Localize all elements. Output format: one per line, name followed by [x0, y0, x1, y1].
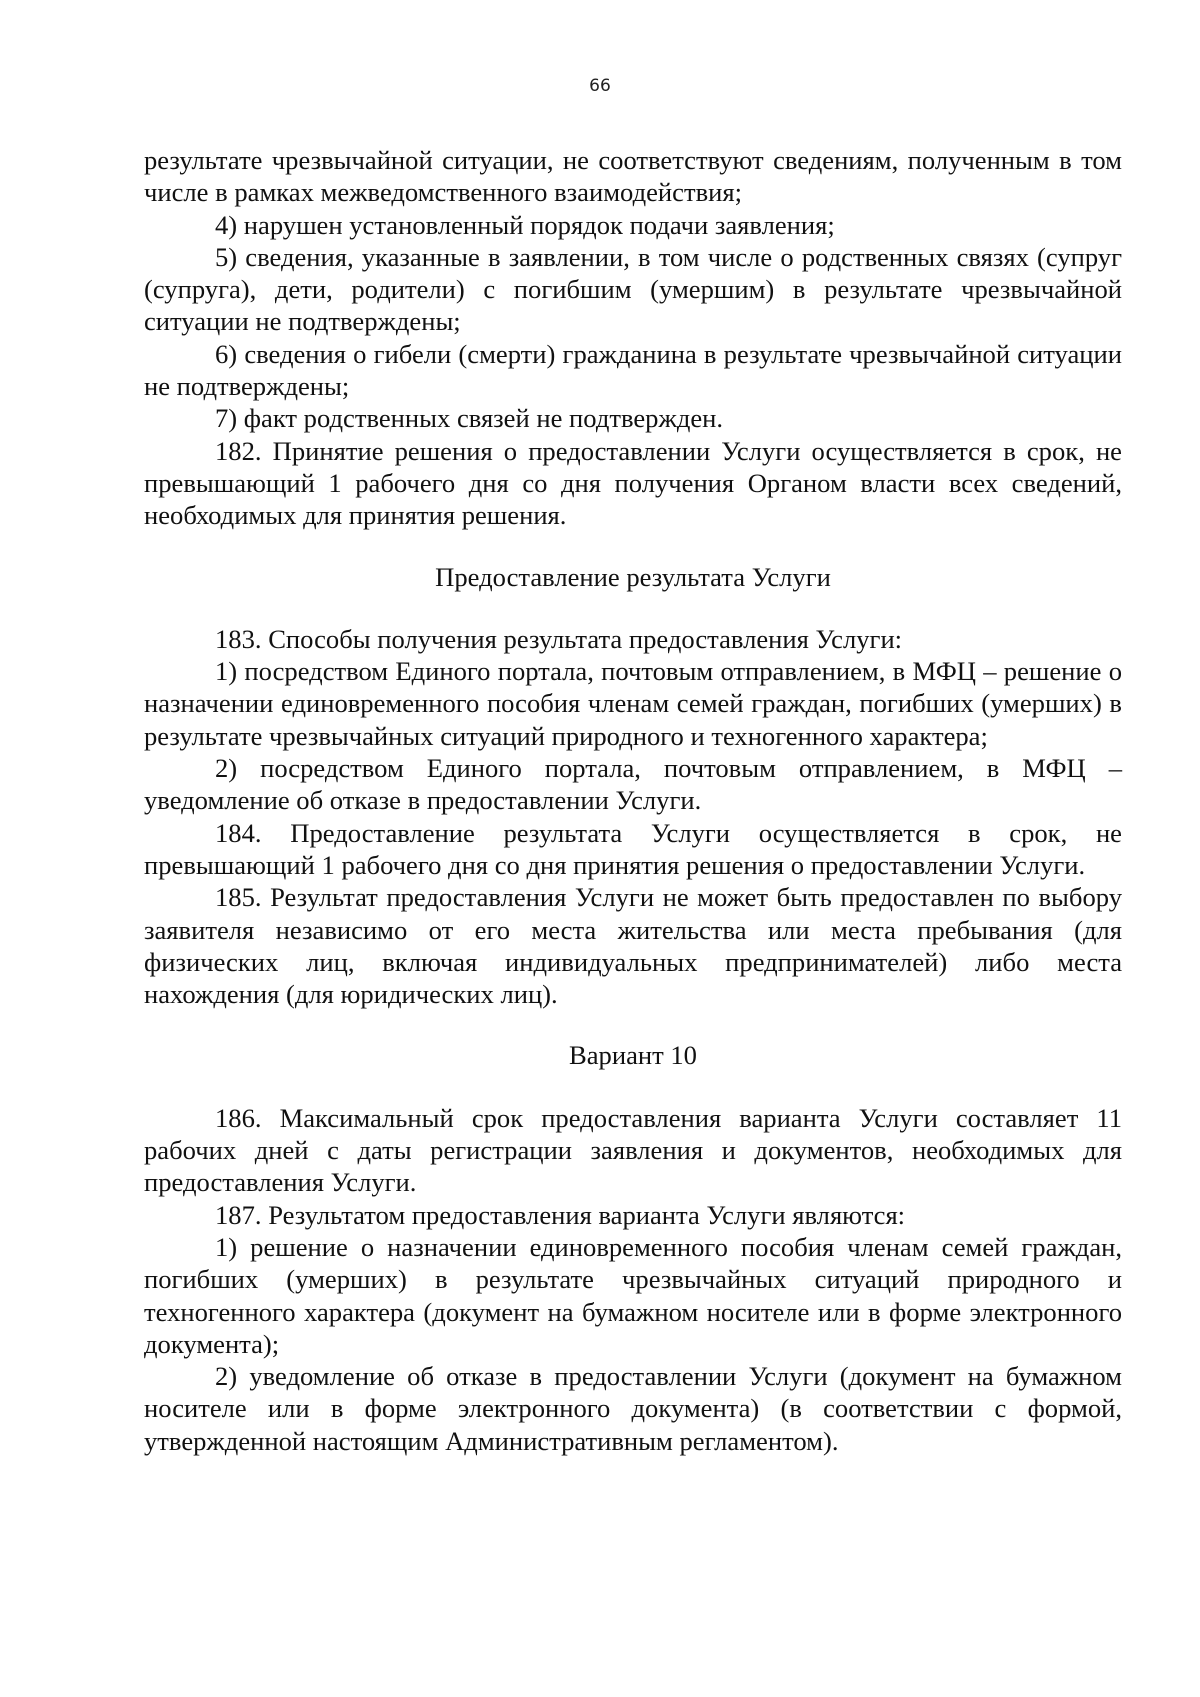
document-body — [144, 144, 1122, 1457]
list-item-5: 5) сведения, указанные в заявлении, в том числе о родственных связях (супруг (супруга), дети, родители) с погибшим (умершим) в результате чрезвычайной ситуации не подтверждены; — [144, 241, 1122, 337]
clause-185: 185. Результат предоставления Услуги не может быть предоставлен по выбору заявителя независимо от его места жительства или места пребывания (для физических лиц, включая индивидуальных предпринимателей) либо места нахождения (для юридических лиц). — [144, 882, 1122, 1010]
list-item-4: 4) нарушен установленный порядок подачи заявления; — [215, 209, 835, 240]
clause-182: 182. Принятие решения о предоставлении Услуги осуществляется в срок, не превышающий 1 рабочего дня со дня получения Органом власти всех сведений, необходимых для принятия решения. — [144, 435, 1122, 531]
list-item-6: 6) сведения о гибели (смерти) гражданина в результате чрезвычайной ситуации не подтверждены; — [144, 338, 1122, 402]
section-heading-variant-10: Вариант 10 — [569, 1040, 697, 1071]
list-item-7: 7) факт родственных связей не подтвержден. — [215, 403, 724, 434]
clause-184: 184. Предоставление результата Услуги осуществляется в срок, не превышающий 1 рабочего дня со дня принятия решения о предоставлении Услуги. — [144, 817, 1122, 880]
clause-183-item-1: 1) посредством Единого портала, почтовым отправлением, в МФЦ – решение о назначении единовременного пособия членам семей граждан, погибших (умерших) в результате чрезвычайных ситуаций природного и техногенного характера; — [144, 656, 1122, 751]
paragraph-continuation: результате чрезвычайной ситуации, не соответствуют сведениям, полученным в том числе в рамках межведомственного взаимодействия; — [144, 145, 1122, 208]
page-number: 66 — [589, 76, 611, 96]
section-heading-result: Предоставление результата Услуги — [435, 561, 831, 592]
clause-183: 183. Способы получения результата предоставления Услуги: — [215, 623, 903, 654]
clause-186: 186. Максимальный срок предоставления варианта Услуги составляет 11 рабочих дней с даты регистрации заявления и документов, необходимых для предоставления Услуги. — [144, 1102, 1122, 1198]
clause-187: 187. Результатом предоставления варианта Услуги являются: — [215, 1199, 906, 1230]
clause-187-item-2: 2) уведомление об отказе в предоставлении Услуги (документ на бумажном носителе или в форме электронного документа) (в соответствии с формой, утвержденной настоящим Административным регламентом). — [144, 1361, 1122, 1456]
clause-187-item-1: 1) решение о назначении единовременного пособия членам семей граждан, погибших (умерших) в результате чрезвычайных ситуаций природного и техногенного характера (документ на бумажном носителе или в форме электронного документа); — [144, 1231, 1122, 1359]
clause-183-item-2: 2) посредством Единого портала, почтовым отправлением, в МФЦ – уведомление об отказе в предоставлении Услуги. — [144, 753, 1122, 816]
